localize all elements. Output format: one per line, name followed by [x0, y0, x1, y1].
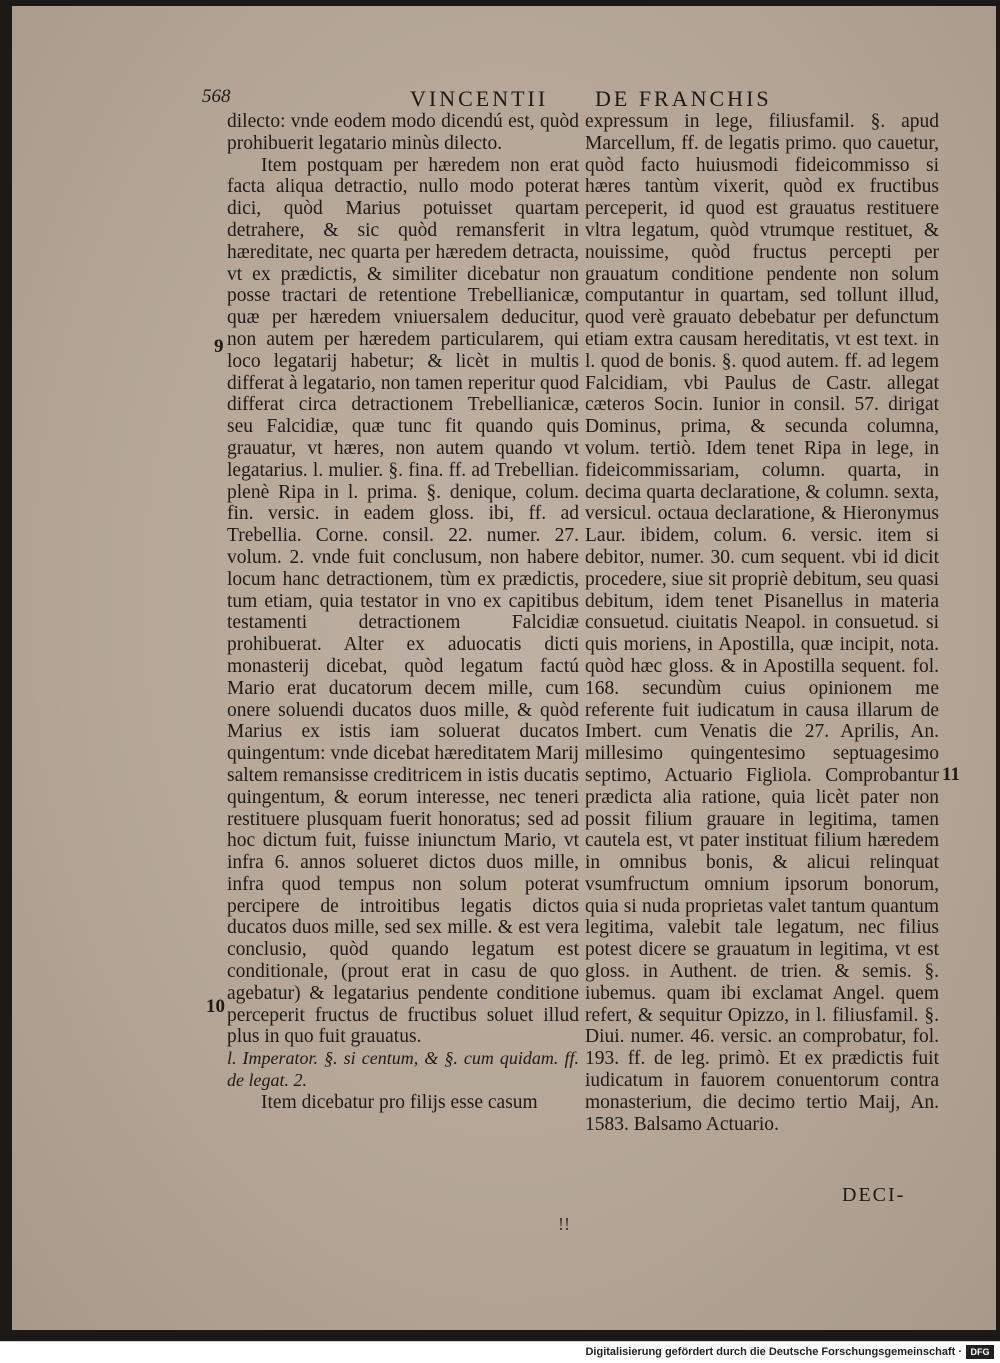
- left-text-column: [227, 111, 579, 1114]
- page-number: 568: [202, 86, 231, 107]
- digitization-footer: [0, 1341, 1000, 1363]
- header-title-right: DE FRANCHIS: [595, 86, 772, 111]
- margin-number-10: 10: [206, 996, 225, 1017]
- dfg-logo-icon: DFG: [966, 1345, 994, 1359]
- margin-number-11: 11: [942, 764, 960, 785]
- page-mark: !!: [558, 1214, 570, 1234]
- margin-number-9: 9: [214, 336, 224, 357]
- footer-credit: Digitalisierung gefördert durch die Deutsche Forschungsgemeinschaft ·: [585, 1346, 962, 1358]
- left-column-paragraph: l. Imperator. §. si centum, & §. cum quidam. ff. de legat. 2.: [227, 1048, 579, 1091]
- left-column-paragraph: Item dicebatur pro filijs esse casum: [261, 1091, 538, 1113]
- right-text-column: [585, 111, 939, 1135]
- left-column-paragraph: dilecto: vnde eodem modo dicendú est, quòd prohibuerit legatario minùs dilecto.: [227, 111, 579, 154]
- catchword: DECI-: [842, 1184, 906, 1206]
- left-column-paragraph: Item postquam per hæredem non erat facta aliqua detractio, nullo modo poterat dici, quòd Marius potuisset quartam detrahere, & sic quòd remansferit in hæreditate, nec quarta per hæredem detracta, vt ex prædictis, & similiter dicebatur non posse tractari de retentione Trebellianicæ, quæ per hæredem vniuersalem deducitur, non autem per hæredem particularem, qui loco legatarij habetur; & licèt in multis differat à legatario, non tamen reperitur quod differat circa detractionem Trebellianicæ, seu Falcidiæ, quæ tunc fit quando quis grauatur, vt hæres, non autem quando vt legatarius. l. mulier. §. fina. ff. ad Trebellian. plenè Ripa in l. prima. §. denique, colum. fin. versic. in eadem gloss. ibi, ff. ad Trebellia. Corne. consil. 22. numer. 27. volum. 2. vnde fuit conclusum, non habere locum hanc detractionem, tùm ex prædictis, tum etiam, quia testator in vno ex capitibus testamenti detractionem Falcidiæ prohibuerat. Alter ex aduocatis dicti monasterij dicebat, quòd legatum factú Mario erat ducatorum decem mille, cum onere soluendi ducatos duos mille, & quòd Marius ex istis iam soluerat ducatos quingentum: vnde dicebat hæreditatem Marij saltem remansisse creditricem in istis ducatis quingentum, & eorum interesse, nec teneri restituere plusquam fuerit honoratus; sed ad hoc dictum fuit, fuisse iniunctum Mario, vt infra 6. annos solueret dictos duos mille, infra quod tempus non solum poterat percipere de introitibus legatis dictos ducatos duos mille, sed sex mille. & est vera conclusio, quòd quando legatum est conditionale, (prout erat in casu de quo agebatur) & legatarius pendente conditione perceperit fructus de fructibus soluet illud plus in quo fuit grauatus.: [227, 154, 579, 1048]
- right-column-paragraph: expressum in lege, filiusfamil. §. apud Marcellum, ff. de legatis primo. quo cauetur, quòd facto huiusmodi fideicommisso si hæres tantùm vixerit, quòd ex fructibus perceperit, id quod est grauatus restituere vltra legatum, quòd vtrumque restituet, & nouissime, quòd fructus percepti per grauatum conditione pendente non solum computantur in quartam, sed tollunt illud, quod verè grauato debebatur per defunctum etiam extra causam hereditatis, vt est text. in l. quod de bonis. §. quod autem. ff. ad legem Falcidiam, vbi Paulus de Castr. allegat cæteros Socin. Iunior in consil. 57. dirigat Dominus, prima, & secunda columna, volum. tertiò. Idem tenet Ripa in lege, in fideicommissariam, column. quarta, in decima quarta declaratione, & column. sexta, versicul. octaua declaratione, & Hieronymus Laur. ibidem, colum. 6. versic. item si debitor, numer. 30. cum sequent. vbi id dicit procedere, siue sit propriè debitum, seu quasi debitum, idem tenet Pisanellus in materia consuetud. ciuitatis Neapol. in consuetud. si quis moriens, in Apostilla, quæ incipit, nota. quòd hæc gloss. & in Apostilla sequent. fol. 168. secundùm cuius opinionem me referente fuit iudicatum in causa illarum de Imbert. cum Venatis die 27. Aprilis, An. millesimo quingentesimo septuagesimo septimo, Actuario Figliola. Comprobantur prædicta alia ratione, quia licèt pater non possit filium grauare in legitima, tamen cautela est, vt pater instituat filium hæredem in omnibus bonis, & alicui relinquat vsumfructum omnium ipsorum bonorum, quia si nuda proprietas valet tantum quantum legitima, valebit tale legatum, nec filius potest dicere se grauatum in legitima, vt est gloss. in Authent. de trien. & semis. §. iubemus. quam ibi exclamat Angel. quem refert, & sequitur Opizzo, in l. filiusfamil. §. Diui. numer. 46. versic. an comprobatur, fol. 193. ff. de leg. primò. Et ex prædictis fuit iudicatum in fauorem conuentorum contra monasterium, die decimo tertio Maij, An. 1583. Balsamo Actuario.: [585, 111, 939, 1135]
- header-title-left: VINCENTII: [410, 86, 549, 111]
- book-page: [12, 6, 996, 1330]
